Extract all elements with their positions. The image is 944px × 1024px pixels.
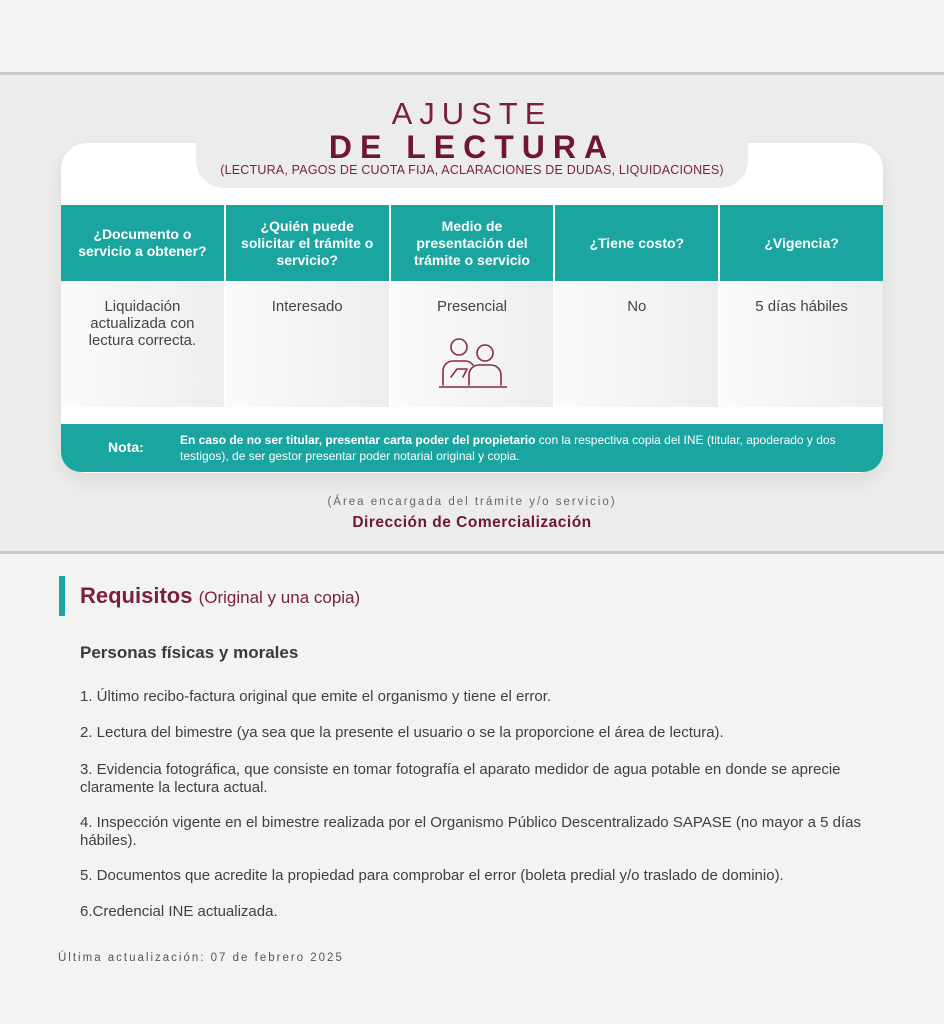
nota-text (180, 432, 860, 464)
table-body-row (61, 281, 883, 407)
requisito-item: 4. Inspección vigente en el bimestre realizada por el Organismo Público Descentralizado SAPASE (no mayor a 5 días hábiles). (80, 814, 861, 849)
requisito-item: 2. Lectura del bimestre (ya sea que la presente el usuario o se la proporcione el área de lectura). (80, 724, 724, 741)
nota-bold-text: En caso de no ser titular, presentar carta poder del propietario (180, 433, 536, 447)
table-cell-cost (555, 281, 720, 407)
table-header-medium: Medio de presentación del trámite o servicio (391, 205, 556, 281)
requisito-item: 1. Último recibo-factura original que emite el organismo y tiene el error. (80, 688, 552, 705)
last-updated: Última actualización: 07 de febrero 2025 (58, 952, 344, 964)
nota-box (61, 424, 883, 472)
table-value-medium: Presencial (436, 298, 508, 315)
table-value-validity: 5 días hábiles (755, 298, 848, 315)
table-value-cost: No (627, 298, 647, 315)
requisito-item: 6.Credencial INE actualizada. (80, 903, 278, 920)
table-value-document: Liquidación actualizada con lectura correcta. (88, 298, 197, 349)
table-header-document: ¿Documento o servicio a obtener? (61, 205, 226, 281)
requisitos-title-note: (Original y una copia) (198, 588, 361, 607)
nota-label: Nota: (108, 439, 144, 455)
table-cell-document (61, 281, 226, 407)
table-header-validity: ¿Vigencia? (720, 205, 883, 281)
people-at-desk-icon (439, 337, 507, 391)
table-header-who: ¿Quién puede solicitar el trámite o servicio? (226, 205, 391, 281)
page-subtitle: (LECTURA, PAGOS DE CUOTA FIJA, ACLARACIONES DE DUDAS, LIQUIDACIONES) (220, 163, 724, 177)
table-header-row (61, 205, 883, 281)
table-cell-medium (391, 281, 556, 407)
requisitos-subheading: Personas físicas y morales (80, 643, 299, 662)
area-label: (Área encargada del trámite y/o servicio) (327, 496, 617, 508)
page-title-line2: DE LECTURA (328, 129, 616, 165)
requisitos-accent-bar (59, 576, 65, 616)
requisitos-title-text: Requisitos (80, 583, 193, 608)
page-title-line1: AJUSTE (391, 96, 553, 131)
table-header-cost: ¿Tiene costo? (555, 205, 720, 281)
requisitos-title (80, 583, 360, 609)
table-cell-who (226, 281, 391, 407)
requisito-item: 3. Evidencia fotográfica, que consiste en tomar fotografía el aparato medidor de agua potable en donde se aprecie claramente la lectura actual. (80, 761, 841, 796)
requisito-item: 5. Documentos que acredite la propiedad para comprobar el error (boleta predial y/o traslado de dominio). (80, 867, 784, 884)
table-cell-validity (720, 281, 883, 407)
nota-regular-text: con la respectiva copia del INE (titular, apoderado y dos testigos), de ser gestor presentar poder notarial original y copia. (180, 433, 836, 463)
table-value-who: Interesado (271, 298, 343, 315)
area-name: Dirección de Comercialización (352, 514, 592, 531)
